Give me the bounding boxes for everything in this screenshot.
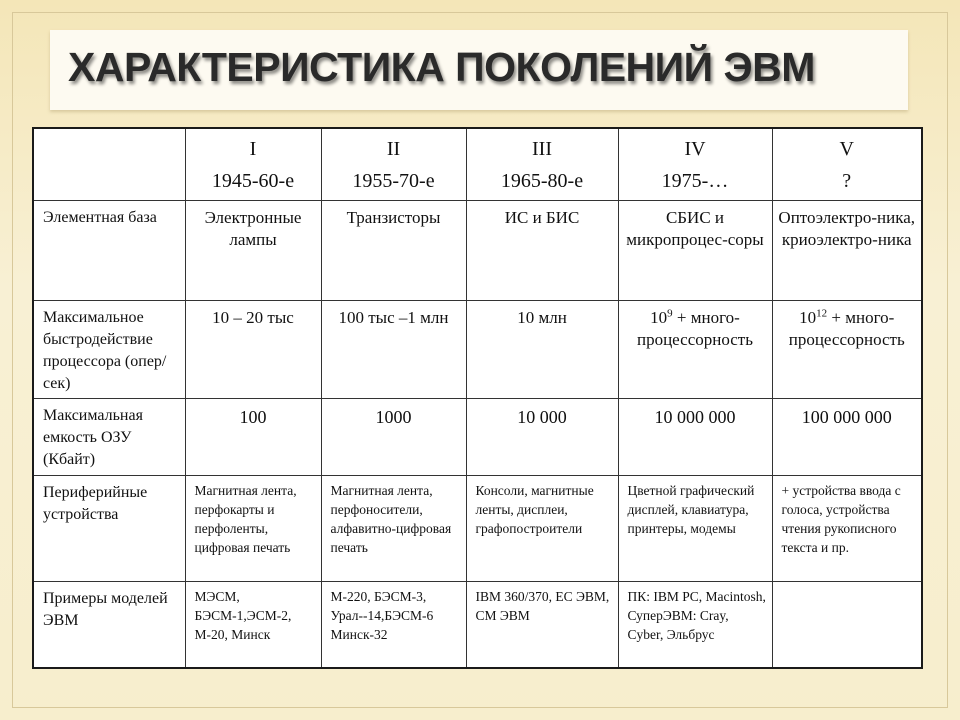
table-cell: Магнитная лента, перфокарты и перфоленты, цифровая печать — [185, 475, 321, 581]
generation-header — [618, 128, 772, 200]
element-base-row — [33, 200, 922, 300]
table-cell: ИС и БИС — [466, 200, 618, 300]
speed-base: 10 — [799, 308, 817, 328]
row-label: Элементная база — [33, 200, 185, 300]
table-cell: IBM 360/370, ЕС ЭВМ, СМ ЭВМ — [466, 582, 618, 668]
table-cell: 100 тыс –1 млн — [321, 301, 466, 399]
speed-rest: + много-процессорность — [788, 308, 905, 350]
table-cell: 10 000 000 — [618, 399, 772, 475]
generations-table — [32, 127, 923, 669]
speed-row — [33, 301, 922, 399]
table-cell — [772, 301, 922, 399]
table-cell: 10 000 — [466, 399, 618, 475]
generation-numeral: IV — [684, 138, 706, 160]
table-cell — [772, 582, 922, 668]
generation-years: 1945-60-е — [211, 170, 295, 192]
table-cell: 10 млн — [466, 301, 618, 399]
row-label: Примеры моделей ЭВМ — [33, 582, 185, 668]
generation-years: 1955-70-е — [352, 170, 435, 192]
generation-header — [466, 128, 618, 200]
generation-years: ? — [842, 170, 852, 192]
peripherals-row — [33, 475, 922, 581]
generation-numeral: V — [839, 138, 854, 160]
table-cell: Оптоэлектро-ника, криоэлектро-ника — [772, 200, 922, 300]
table-cell: 1000 — [321, 399, 466, 475]
speed-exponent: 12 — [816, 307, 828, 320]
table-cell: М-220, БЭСМ-3, Урал--14,БЭСМ-6 Минск-32 — [321, 582, 466, 668]
table-cell: 100 — [185, 399, 321, 475]
generation-header — [185, 128, 321, 200]
speed-rest: + много-процессорность — [636, 308, 753, 350]
table-cell: 10 – 20 тыс — [185, 301, 321, 399]
table-cell: Магнитная лента, перфоносители, алфавитно-цифровая печать — [321, 475, 466, 581]
table-cell: СБИС и микропроцес-соры — [618, 200, 772, 300]
generation-years: 1965-80-е — [500, 170, 584, 192]
examples-row — [33, 582, 922, 668]
table-cell: ПК: IBM PC, Macintosh, СуперЭВМ: Cray, Cyber, Эльбрус — [618, 582, 772, 668]
table-cell: Транзисторы — [321, 200, 466, 300]
generation-numeral: II — [386, 138, 401, 160]
table-cell: Цветной графический дисплей, клавиатура, принтеры, модемы — [618, 475, 772, 581]
slide-title: ХАРАКТЕРИСТИКА ПОКОЛЕНИЙ ЭВМ — [68, 44, 815, 90]
row-label: Максимальная емкость ОЗУ (Кбайт) — [33, 399, 185, 475]
generation-years: 1975-… — [661, 170, 729, 192]
speed-base: 10 — [650, 308, 668, 328]
table-cell — [618, 301, 772, 399]
header-corner-cell — [33, 128, 185, 200]
generation-header — [772, 128, 922, 200]
ram-row — [33, 399, 922, 475]
header-row — [33, 128, 922, 200]
table-cell: Консоли, магнитные ленты, дисплеи, графопостроители — [466, 475, 618, 581]
generation-numeral: I — [249, 138, 257, 160]
speed-exponent: 9 — [667, 307, 673, 320]
table-cell: МЭСМ, БЭСМ-1,ЭСМ-2, М-20, Минск — [185, 582, 321, 668]
row-label: Максимальное быстродействие процессора (опер/сек) — [33, 301, 185, 399]
generation-header — [321, 128, 466, 200]
table-cell: + устройства ввода с голоса, устройства чтения рукописного текста и пр. — [772, 475, 922, 581]
generation-numeral: III — [532, 138, 552, 160]
table-cell: 100 000 000 — [772, 399, 922, 475]
row-label: Периферийные устройства — [33, 475, 185, 581]
table-cell: Электронные лампы — [185, 200, 321, 300]
